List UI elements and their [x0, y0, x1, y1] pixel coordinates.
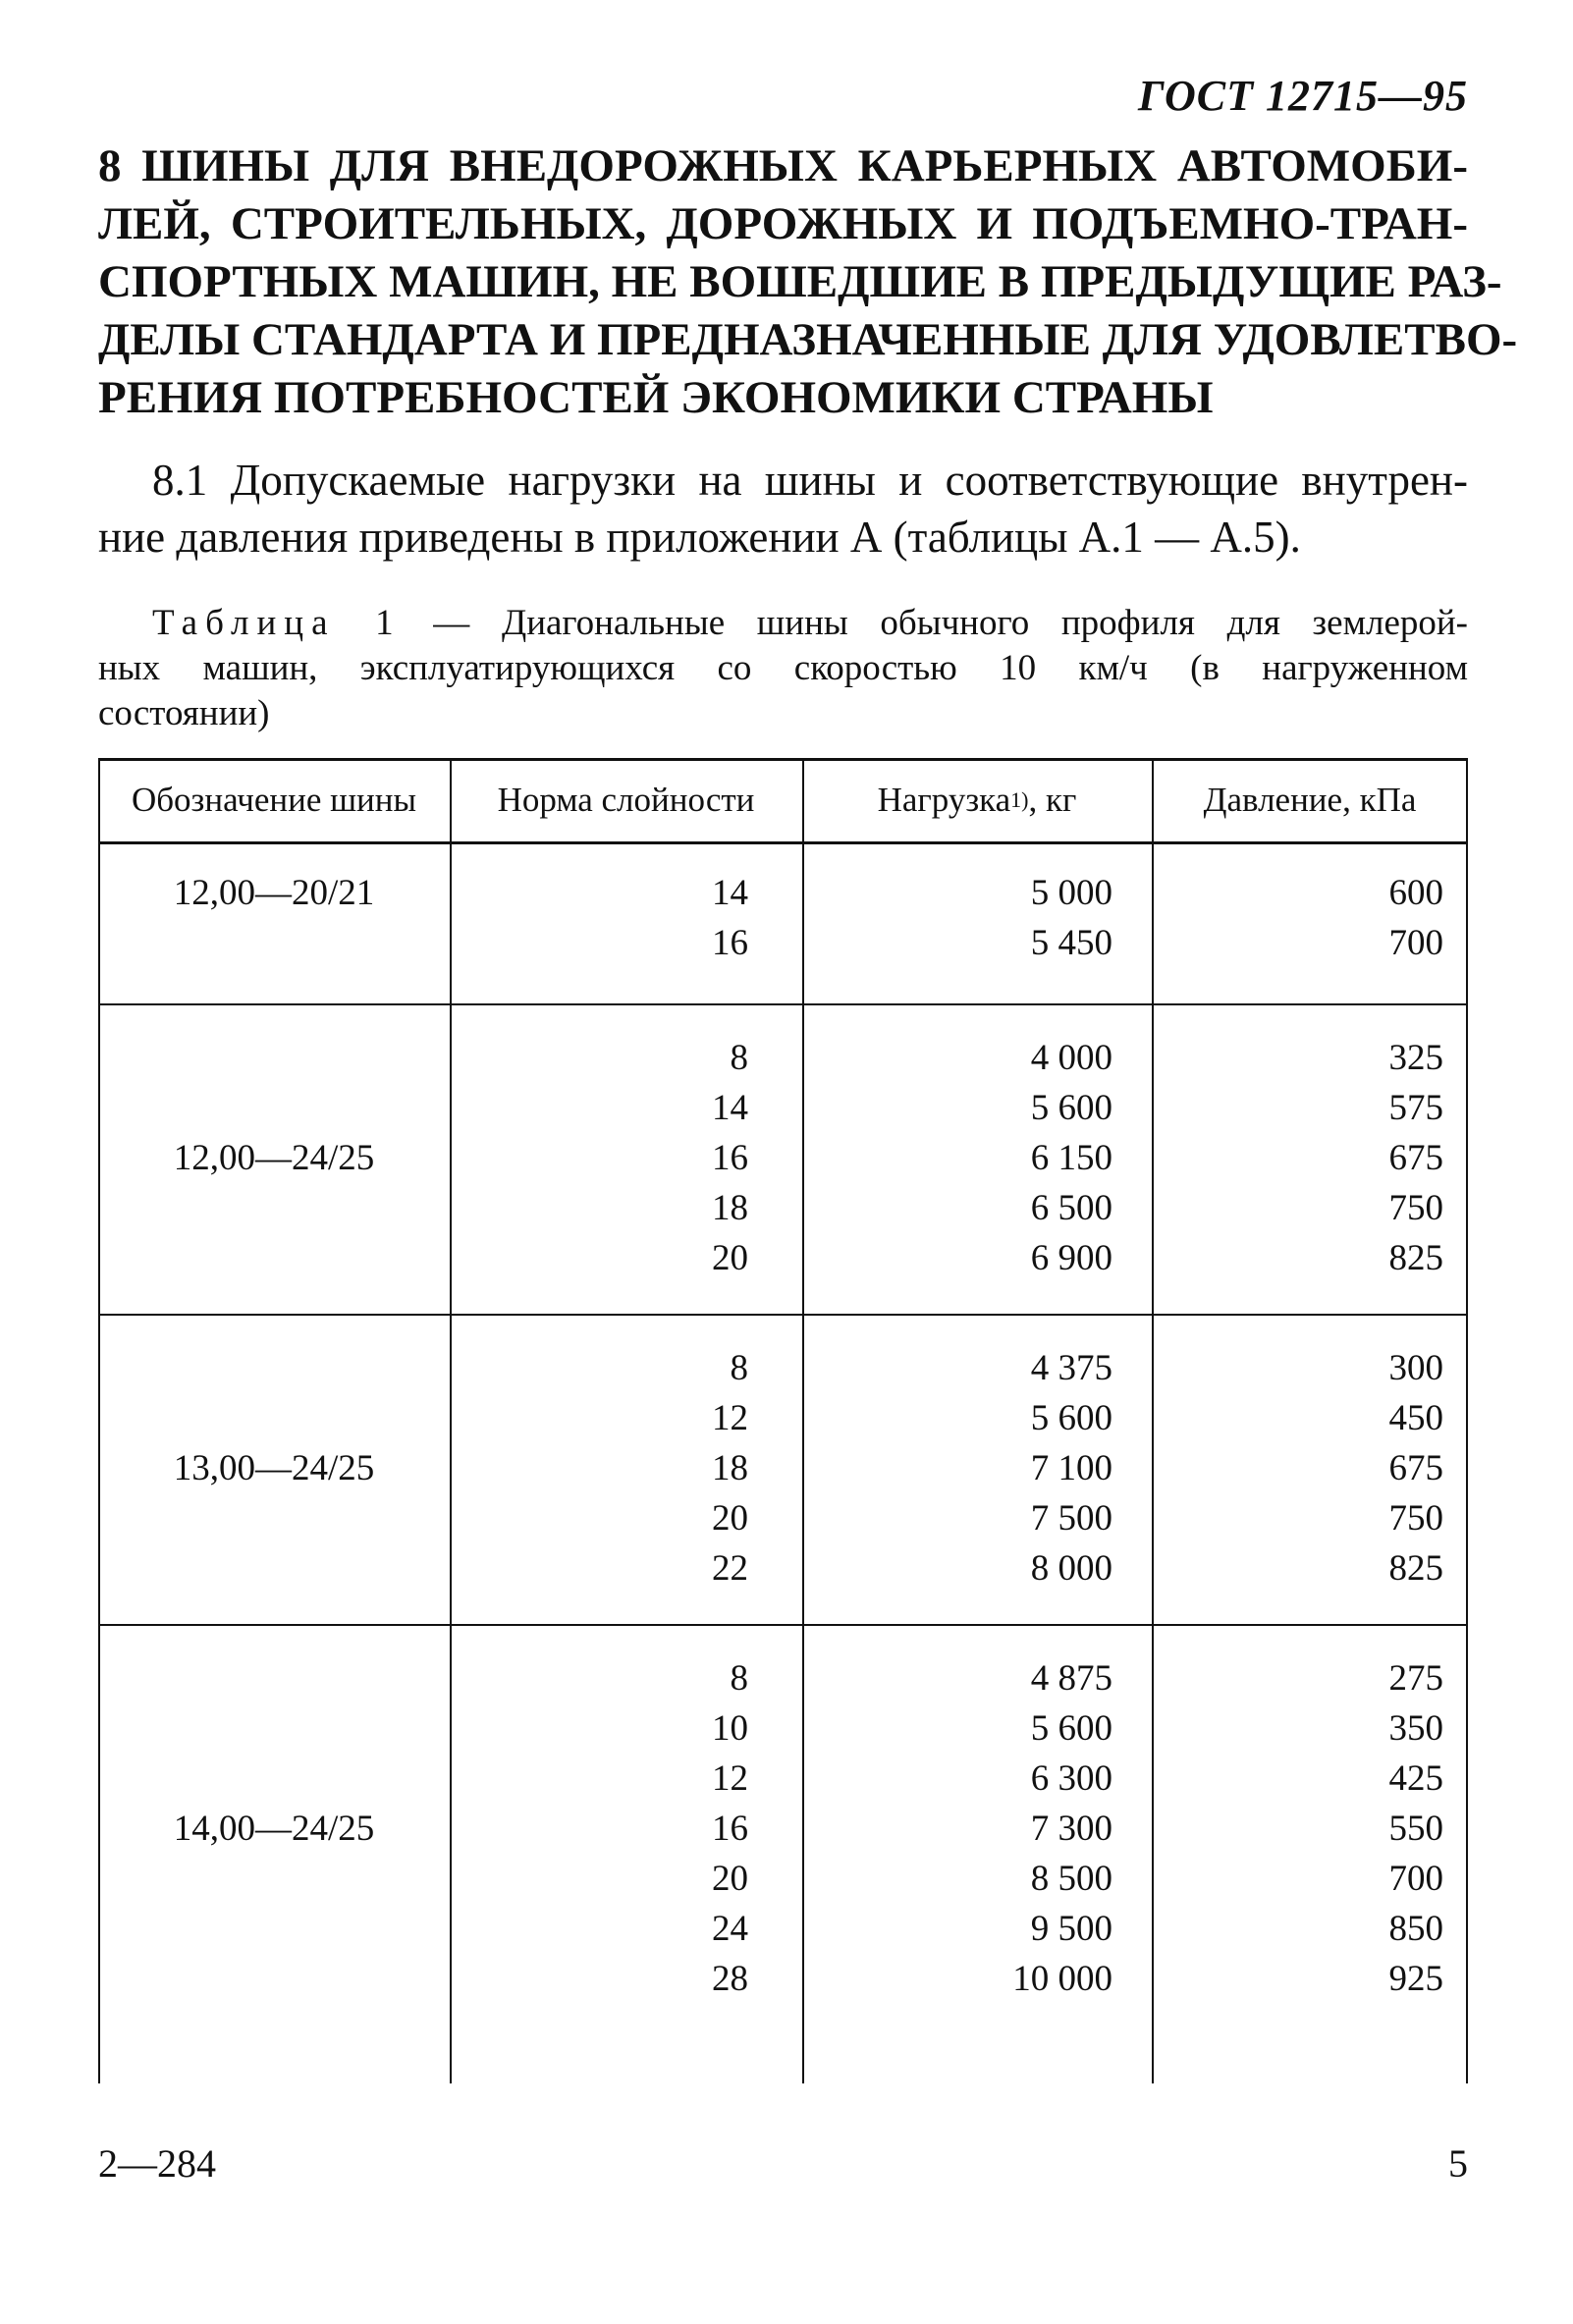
pressure-value: 675	[1388, 1448, 1443, 1488]
pressure-value: 550	[1388, 1809, 1443, 1849]
load-column	[802, 1033, 1112, 1283]
pressure-value: 700	[1388, 923, 1443, 963]
ply-value: 24	[712, 1909, 748, 1949]
paragraph-line: 8.1 Допускаемые нагрузки на шины и соответствующие внутрен-	[152, 456, 1468, 505]
load-value: 7 100	[1030, 1448, 1112, 1488]
load-value: 7 500	[1030, 1498, 1112, 1539]
tire-designation: 12,00—20/21	[173, 873, 375, 913]
load-value: 7 300	[1030, 1809, 1112, 1849]
pressure-value: 300	[1388, 1348, 1443, 1388]
pressure-column	[1152, 1033, 1443, 1283]
pressure-value: 450	[1388, 1398, 1443, 1438]
paragraph-8-1	[98, 452, 1468, 566]
ply-value: 10	[712, 1708, 748, 1749]
pressure-value: 750	[1388, 1188, 1443, 1228]
load-value: 5 450	[1030, 923, 1112, 963]
header-ply	[450, 758, 802, 841]
paragraph-line: ние давления приведены в приложении А (таблицы А.1 — А.5).	[98, 513, 1301, 562]
pressure-column	[1152, 1653, 1443, 2004]
table-row-group	[98, 1343, 1468, 1598]
ply-value: 8	[730, 1658, 748, 1699]
table-row-group	[98, 868, 1468, 976]
pressure-value: 850	[1388, 1909, 1443, 1949]
ply-value: 20	[712, 1498, 748, 1539]
group-divider	[98, 1003, 1468, 1005]
header-load	[802, 758, 1152, 841]
load-value: 8 500	[1030, 1859, 1112, 1899]
ply-value: 14	[712, 1088, 748, 1128]
group-divider	[98, 1314, 1468, 1316]
load-value: 6 500	[1030, 1188, 1112, 1228]
caption-text: — Диагональные шины обычного профиля для землерой-	[401, 603, 1469, 643]
ply-column	[450, 868, 748, 968]
load-value: 5 600	[1030, 1398, 1112, 1438]
caption-line: ных машин, эксплуатирующихся со скоростью 10 км/ч (в нагруженном	[98, 648, 1468, 688]
load-value: 10 000	[1012, 1959, 1112, 1999]
ply-column	[450, 1033, 748, 1283]
section-title-line: ДЕЛЫ СТАНДАРТА И ПРЕДНАЗНАЧЕННЫЕ ДЛЯ УДОВЛЕТВО-	[98, 314, 1518, 365]
ply-value: 20	[712, 1238, 748, 1278]
ply-value: 12	[712, 1758, 748, 1799]
load-value: 6 150	[1030, 1138, 1112, 1178]
header-tire	[98, 758, 450, 841]
pressure-column	[1152, 1343, 1443, 1594]
ply-value: 20	[712, 1859, 748, 1899]
header-load-label: Нагрузка	[877, 780, 1011, 819]
load-value: 5 600	[1030, 1708, 1112, 1749]
ply-value: 8	[730, 1038, 748, 1078]
load-value: 4 375	[1030, 1348, 1112, 1388]
ply-value: 12	[712, 1398, 748, 1438]
pressure-column	[1152, 868, 1443, 968]
table-caption	[98, 601, 1468, 736]
pressure-value: 750	[1388, 1498, 1443, 1539]
pressure-value: 350	[1388, 1708, 1443, 1749]
load-value: 5 000	[1030, 873, 1112, 913]
header-pressure	[1152, 758, 1468, 841]
ply-value: 16	[712, 923, 748, 963]
tire-designation: 12,00—24/25	[173, 1138, 375, 1178]
load-column	[802, 868, 1112, 968]
pressure-value: 600	[1388, 873, 1443, 913]
ply-value: 14	[712, 873, 748, 913]
section-title-line: СПОРТНЫХ МАШИН, НЕ ВОШЕДШИЕ В ПРЕДЫДУЩИЕ РАЗ-	[98, 256, 1502, 307]
pressure-value: 575	[1388, 1088, 1443, 1128]
load-value: 6 300	[1030, 1758, 1112, 1799]
tire-load-table	[98, 758, 1468, 2083]
ply-value: 16	[712, 1809, 748, 1849]
caption-line: состоянии)	[98, 693, 270, 733]
ply-value: 8	[730, 1348, 748, 1388]
load-value: 8 000	[1030, 1548, 1112, 1589]
pressure-value: 825	[1388, 1238, 1443, 1278]
caption-label: Таблица 1	[152, 603, 402, 643]
section-title-line: РЕНИЯ ПОТРЕБНОСТЕЙ ЭКОНОМИКИ СТРАНЫ	[98, 372, 1214, 423]
table-row-group	[98, 1033, 1468, 1288]
load-value: 9 500	[1030, 1909, 1112, 1949]
group-divider	[98, 1624, 1468, 1626]
load-column	[802, 1653, 1112, 2004]
caption-line	[98, 601, 1468, 646]
ply-column	[450, 1343, 748, 1594]
ply-value: 16	[712, 1138, 748, 1178]
tire-designation: 13,00—24/25	[173, 1448, 375, 1488]
pressure-value: 700	[1388, 1859, 1443, 1899]
table-header-border	[98, 841, 1468, 844]
sheet-code: 2—284	[98, 2141, 216, 2186]
pressure-value: 925	[1388, 1959, 1443, 1999]
section-title-line: 8 ШИНЫ ДЛЯ ВНЕДОРОЖНЫХ КАРЬЕРНЫХ АВТОМОБИ-	[98, 140, 1468, 191]
pressure-value: 325	[1388, 1038, 1443, 1078]
ply-value: 28	[712, 1959, 748, 1999]
header-pressure-label: Давление, кПа	[1203, 780, 1417, 819]
ply-value: 22	[712, 1548, 748, 1589]
load-value: 5 600	[1030, 1088, 1112, 1128]
table-row-group	[98, 1653, 1468, 2007]
load-value: 4 000	[1030, 1038, 1112, 1078]
load-value: 6 900	[1030, 1238, 1112, 1278]
section-title	[98, 137, 1518, 427]
load-column	[802, 1343, 1112, 1594]
standard-code: ГОСТ 12715—95	[1138, 72, 1468, 120]
section-title-line: ЛЕЙ, СТРОИТЕЛЬНЫХ, ДОРОЖНЫХ И ПОДЪЕМНО-ТРАН-	[98, 198, 1468, 249]
pressure-value: 275	[1388, 1658, 1443, 1699]
load-value: 4 875	[1030, 1658, 1112, 1699]
footnote-marker: 1)	[1010, 786, 1029, 812]
tire-designation: 14,00—24/25	[173, 1809, 375, 1849]
pressure-value: 675	[1388, 1138, 1443, 1178]
page-number: 5	[1448, 2141, 1468, 2186]
header-tire-label: Обозначение шины	[131, 780, 417, 819]
header-load-unit: , кг	[1028, 780, 1077, 819]
ply-column	[450, 1653, 748, 2004]
ply-value: 18	[712, 1448, 748, 1488]
header-ply-label: Норма слойности	[497, 780, 755, 819]
pressure-value: 825	[1388, 1548, 1443, 1589]
ply-value: 18	[712, 1188, 748, 1228]
pressure-value: 425	[1388, 1758, 1443, 1799]
